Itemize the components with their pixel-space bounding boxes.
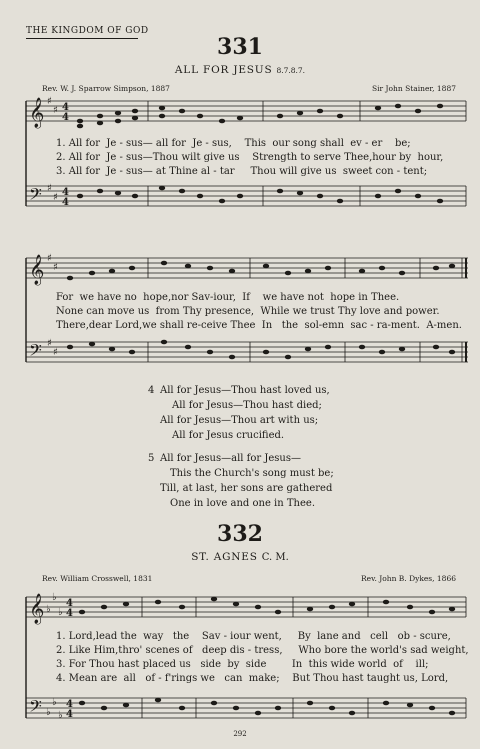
lyric-line: 1. Lord,lead the way the Sav - iour went, By lane and cell ob - scure, xyxy=(56,631,451,642)
lyric-line: For we have no hope,nor Sav-iour, If we have not hope in Thee. xyxy=(56,292,400,303)
svg-text:4: 4 xyxy=(66,709,73,720)
lyric-line: 3. For Thou hast placed us side by side In this wide world of ill; xyxy=(56,659,429,670)
svg-text:4: 4 xyxy=(62,102,69,113)
svg-text:𝄢: 𝄢 xyxy=(29,184,42,208)
verse-line: All for Jesus crucified. xyxy=(172,430,285,441)
svg-text:4: 4 xyxy=(66,699,73,710)
verse-line: All for Jesus—all for Jesus— xyxy=(160,453,301,464)
staff-treble-3 xyxy=(26,597,466,617)
svg-text:♯: ♯ xyxy=(47,253,52,264)
svg-text:4: 4 xyxy=(62,187,69,198)
svg-text:4: 4 xyxy=(62,197,69,208)
verse-line: All for Jesus—Thou hast died; xyxy=(172,400,322,411)
tune-name: ALL FOR JESUS xyxy=(174,64,273,76)
lyric-line: 2. All for Je - sus—Thou wilt give us Strength to serve Thee,hour by hour, xyxy=(56,152,444,163)
svg-text:𝄞: 𝄞 xyxy=(29,594,45,624)
svg-text:♯: ♯ xyxy=(53,192,58,203)
staff-bass-3 xyxy=(26,698,466,718)
hymn-number: 331 xyxy=(217,34,263,60)
svg-text:♯: ♯ xyxy=(53,105,58,116)
tune-title xyxy=(0,551,480,563)
svg-text:♭: ♭ xyxy=(52,697,57,708)
svg-text:♭: ♭ xyxy=(46,707,51,718)
hymn-number: 332 xyxy=(217,521,263,547)
verse-line: One in love and one in Thee. xyxy=(170,498,315,509)
svg-text:♯: ♯ xyxy=(53,347,58,358)
lyric-line: There,dear Lord,we shall re-ceive Thee In the sol-emn sac - ra-ment. A-men. xyxy=(56,320,462,331)
lyric-line: 4. Mean are all of - f'rings we can make; But Thou hast taught us, Lord, xyxy=(56,673,449,684)
verse-number: 4 xyxy=(148,385,155,396)
staff-treble-1 xyxy=(26,101,466,121)
svg-text:𝄢: 𝄢 xyxy=(29,696,42,720)
tune-name: ST. AGNES xyxy=(191,551,258,563)
svg-text:♭: ♭ xyxy=(58,607,63,618)
composer-credit: Rev. John B. Dykes, 1866 xyxy=(361,574,456,583)
svg-text:♭: ♭ xyxy=(46,604,51,615)
svg-text:♯: ♯ xyxy=(47,338,52,349)
author-credit: Rev. W. J. Sparrow Simpson, 1887 xyxy=(42,84,170,93)
svg-text:♯: ♯ xyxy=(53,262,58,273)
svg-text:♭: ♭ xyxy=(58,710,63,721)
lyric-line: 1. All for Je - sus— all for Je - sus, This our song shall ev - er be; xyxy=(56,138,411,149)
svg-text:4: 4 xyxy=(66,608,73,619)
lyric-line: 2. Like Him,thro' scenes of deep dis - tress, Who bore the world's sad weight, xyxy=(56,645,469,656)
svg-text:♯: ♯ xyxy=(47,183,52,194)
verse-line: All for Jesus—Thou hast loved us, xyxy=(160,385,330,396)
svg-text:𝄢: 𝄢 xyxy=(29,340,42,364)
verse-line: Till, at last, her sons are gathered xyxy=(160,483,333,494)
verse-line: All for Jesus—Thou art with us; xyxy=(160,415,319,426)
meter: C. M. xyxy=(261,552,289,563)
svg-text:4: 4 xyxy=(66,598,73,609)
page-number: 292 xyxy=(233,730,247,738)
composer-credit: Sir John Stainer, 1887 xyxy=(372,84,456,93)
svg-text:♯: ♯ xyxy=(47,96,52,107)
svg-text:♭: ♭ xyxy=(52,592,57,603)
svg-text:𝄞: 𝄞 xyxy=(29,98,45,128)
verse-line: This the Church's song must be; xyxy=(170,468,334,479)
clefs-and-signatures xyxy=(29,96,73,721)
svg-text:4: 4 xyxy=(62,112,69,123)
staff-bass-1 xyxy=(26,186,466,206)
meter: 8.7.8.7. xyxy=(276,66,306,75)
lyric-line: None can move us from Thy presence, While we trust Thy love and power. xyxy=(56,306,440,317)
author-credit: Rev. William Crosswell, 1831 xyxy=(42,574,153,583)
verse-number: 5 xyxy=(148,453,155,464)
running-head: THE KINGDOM OF GOD xyxy=(26,26,149,36)
svg-text:𝄞: 𝄞 xyxy=(29,255,45,285)
lyric-line: 3. All for Je - sus— at Thine al - tar Thou will give us sweet con - tent; xyxy=(56,166,428,177)
